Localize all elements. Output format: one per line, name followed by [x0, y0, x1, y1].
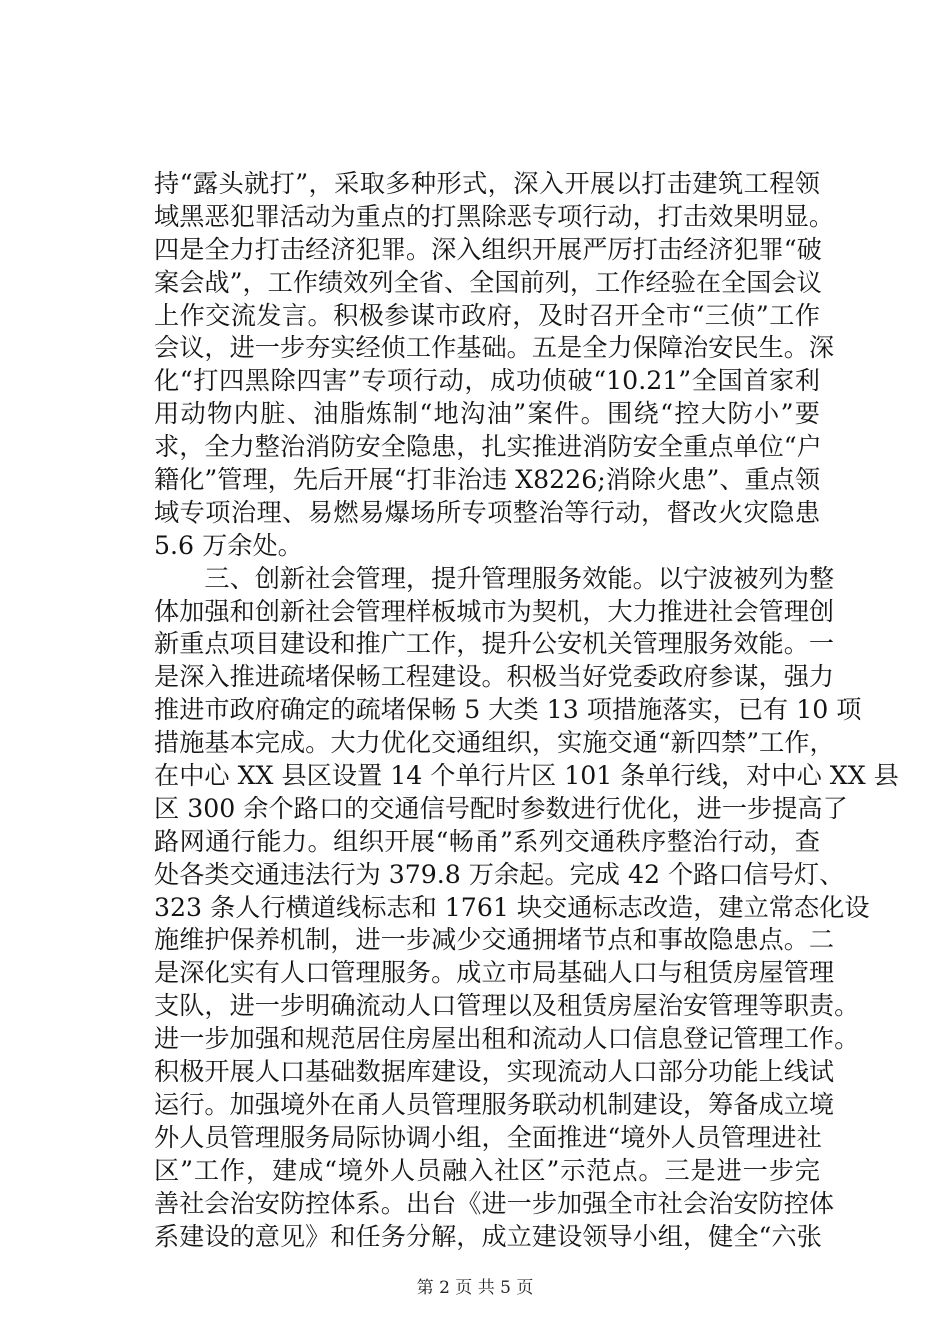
text-line: 进一步加强和规范居住房屋出租和流动人口信息登记管理工作。: [154, 1024, 860, 1054]
text-line: 会议，进一步夯实经侦工作基础。五是全力保障治安民生。深: [154, 333, 835, 363]
text-line: 在中心 XX 县区设置 14 个单行片区 101 条单行线，对中心 XX 县: [154, 761, 899, 791]
text-line: 是深入推进疏堵保畅工程建设。积极当好党委政府参谋，强力: [154, 662, 835, 692]
text-line: 区”工作，建成“境外人员融入社区”示范点。三是进一步完: [154, 1155, 820, 1185]
text-line: 系建设的意见》和任务分解，成立建设领导小组，健全“六张: [154, 1221, 822, 1251]
text-line: 案会战”，工作绩效列全省、全国前列，工作经验在全国会议: [154, 267, 822, 297]
text-line: 推进市政府确定的疏堵保畅 5 大类 13 项措施落实，已有 10 项: [154, 695, 862, 725]
text-line: 新重点项目建设和推广工作，提升公安机关管理服务效能。一: [154, 629, 835, 659]
text-line: 积极开展人口基础数据库建设，实现流动人口部分功能上线试: [154, 1057, 835, 1087]
text-line: 运行。加强境外在甬人员管理服务联动机制建设，筹备成立境: [154, 1089, 835, 1119]
text-line: 四是全力打击经济犯罪。深入组织开展严厉打击经济犯罪“破: [154, 234, 822, 264]
text-line: 路网通行能力。组织开展“畅甬”系列交通秩序整治行动，查: [154, 826, 820, 856]
text-line: 5.6 万余处。: [154, 530, 303, 560]
text-line: 化“打四黑除四害”专项行动，成功侦破“10.21”全国首家利: [154, 366, 820, 396]
text-line: 体加强和创新社会管理样板城市为契机，大力推进社会管理创: [154, 596, 835, 626]
text-line: 外人员管理服务局际协调小组，全面推进“境外人员管理进社: [154, 1122, 822, 1152]
text-line: 善社会治安防控体系。出台《进一步加强全市社会治安防控体: [154, 1188, 835, 1218]
page-footer: 第 2 页 共 5 页: [416, 1278, 534, 1298]
document-body: [154, 168, 899, 1253]
text-line: 域黑恶犯罪活动为重点的打黑除恶专项行动，打击效果明显。: [154, 201, 835, 231]
text-line: 持“露头就打”，采取多种形式，深入开展以打击建筑工程领: [154, 169, 820, 198]
text-line: 处各类交通违法行为 379.8 万余起。完成 42 个路口信号灯、: [154, 859, 845, 889]
text-line: 是深化实有人口管理服务。成立市局基础人口与租赁房屋管理: [154, 958, 835, 988]
text-line: 三、创新社会管理，提升管理服务效能。以宁波被列为整: [154, 563, 835, 593]
text-line: 用动物内脏、油脂炼制“地沟油”案件。围绕“控大防小”要: [154, 399, 820, 429]
text-line: 上作交流发言。积极参谋市政府，及时召开全市“三侦”工作: [154, 300, 820, 330]
text-line: 域专项治理、易燃易爆场所专项整治等行动，督改火灾隐患: [154, 497, 820, 527]
text-line: 支队，进一步明确流动人口管理以及租赁房屋治安管理等职责。: [154, 991, 860, 1021]
text-line: 籍化”管理，先后开展“打非治违 X8226;消除火患”、重点领: [154, 465, 821, 495]
text-line: 区 300 余个路口的交通信号配时参数进行优化，进一步提高了: [154, 793, 848, 823]
text-line: 措施基本完成。大力优化交通组织，实施交通“新四禁”工作，: [154, 728, 835, 758]
text-line: 求，全力整治消防安全隐患，扎实推进消防安全重点单位“户: [154, 432, 822, 462]
text-line: 323 条人行横道线标志和 1761 块交通标志改造，建立常态化设: [154, 892, 870, 922]
text-line: 施维护保养机制，进一步减少交通拥堵节点和事故隐患点。二: [154, 925, 835, 955]
